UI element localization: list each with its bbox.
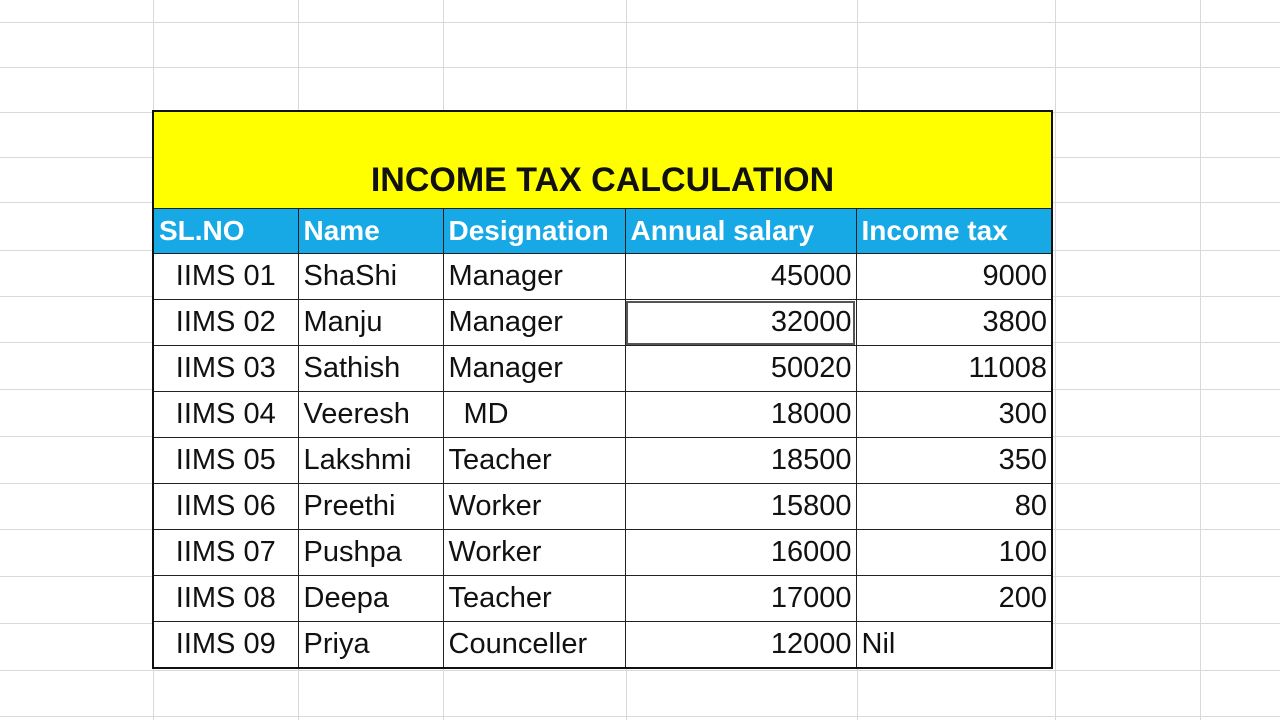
annual-salary-cell[interactable]: 18500 bbox=[625, 438, 856, 484]
income-tax-cell[interactable]: 11008 bbox=[856, 346, 1052, 392]
designation-cell[interactable]: Worker bbox=[443, 530, 625, 576]
name-cell[interactable]: ShaShi bbox=[298, 254, 443, 300]
sl-no-cell[interactable]: IIMS 03 bbox=[153, 346, 298, 392]
name-cell[interactable]: Preethi bbox=[298, 484, 443, 530]
sl-no-cell[interactable]: IIMS 05 bbox=[153, 438, 298, 484]
gridline bbox=[1055, 0, 1056, 720]
title-row bbox=[153, 111, 1052, 209]
sl-no-cell[interactable]: IIMS 07 bbox=[153, 530, 298, 576]
table-row bbox=[153, 622, 1052, 669]
table-row bbox=[153, 484, 1052, 530]
income-tax-cell[interactable]: 9000 bbox=[856, 254, 1052, 300]
designation-cell[interactable]: Teacher bbox=[443, 438, 625, 484]
designation-cell[interactable]: Teacher bbox=[443, 576, 625, 622]
annual-salary-cell[interactable]: 45000 bbox=[625, 254, 856, 300]
table-row bbox=[153, 346, 1052, 392]
header-sl-no[interactable]: SL.NO bbox=[153, 209, 298, 254]
income-tax-table bbox=[152, 110, 1053, 669]
gridline bbox=[1200, 0, 1201, 720]
designation-cell[interactable]: Worker bbox=[443, 484, 625, 530]
table-row bbox=[153, 254, 1052, 300]
name-cell[interactable]: Veeresh bbox=[298, 392, 443, 438]
annual-salary-cell-selected[interactable]: 32000 bbox=[625, 300, 856, 346]
table-row bbox=[153, 576, 1052, 622]
income-tax-cell[interactable]: 3800 bbox=[856, 300, 1052, 346]
gridline bbox=[0, 716, 1280, 717]
income-tax-cell[interactable]: 200 bbox=[856, 576, 1052, 622]
header-annual-salary[interactable]: Annual salary bbox=[625, 209, 856, 254]
designation-cell[interactable]: MD bbox=[443, 392, 625, 438]
sl-no-cell[interactable]: IIMS 09 bbox=[153, 622, 298, 669]
annual-salary-cell[interactable]: 18000 bbox=[625, 392, 856, 438]
table-title: INCOME TAX CALCULATION bbox=[370, 161, 835, 199]
annual-salary-cell[interactable]: 16000 bbox=[625, 530, 856, 576]
annual-salary-cell[interactable]: 50020 bbox=[625, 346, 856, 392]
sl-no-cell[interactable]: IIMS 01 bbox=[153, 254, 298, 300]
gridline bbox=[0, 670, 1280, 671]
name-cell[interactable]: Priya bbox=[298, 622, 443, 669]
annual-salary-cell[interactable]: 12000 bbox=[625, 622, 856, 669]
name-cell[interactable]: Sathish bbox=[298, 346, 443, 392]
gridline bbox=[0, 67, 1280, 68]
name-cell[interactable]: Pushpa bbox=[298, 530, 443, 576]
name-cell[interactable]: Lakshmi bbox=[298, 438, 443, 484]
income-tax-cell[interactable]: Nil bbox=[856, 622, 1052, 669]
income-tax-cell[interactable]: 350 bbox=[856, 438, 1052, 484]
annual-salary-cell[interactable]: 15800 bbox=[625, 484, 856, 530]
header-designation[interactable]: Designation bbox=[443, 209, 625, 254]
designation-cell[interactable]: Manager bbox=[443, 346, 625, 392]
table-row bbox=[153, 438, 1052, 484]
header-row bbox=[153, 209, 1052, 254]
header-income-tax[interactable]: Income tax bbox=[856, 209, 1052, 254]
designation-cell[interactable]: Counceller bbox=[443, 622, 625, 669]
table-row bbox=[153, 300, 1052, 346]
gridline bbox=[0, 22, 1280, 23]
designation-cell[interactable]: Manager bbox=[443, 254, 625, 300]
income-tax-cell[interactable]: 100 bbox=[856, 530, 1052, 576]
name-cell[interactable]: Deepa bbox=[298, 576, 443, 622]
header-name[interactable]: Name bbox=[298, 209, 443, 254]
annual-salary-cell[interactable]: 17000 bbox=[625, 576, 856, 622]
table-title-cell[interactable] bbox=[153, 111, 1052, 209]
sl-no-cell[interactable]: IIMS 04 bbox=[153, 392, 298, 438]
sl-no-cell[interactable]: IIMS 06 bbox=[153, 484, 298, 530]
sl-no-cell[interactable]: IIMS 08 bbox=[153, 576, 298, 622]
designation-cell[interactable]: Manager bbox=[443, 300, 625, 346]
table-row bbox=[153, 530, 1052, 576]
table-row bbox=[153, 392, 1052, 438]
income-tax-cell[interactable]: 300 bbox=[856, 392, 1052, 438]
sl-no-cell[interactable]: IIMS 02 bbox=[153, 300, 298, 346]
income-tax-cell[interactable]: 80 bbox=[856, 484, 1052, 530]
name-cell[interactable]: Manju bbox=[298, 300, 443, 346]
